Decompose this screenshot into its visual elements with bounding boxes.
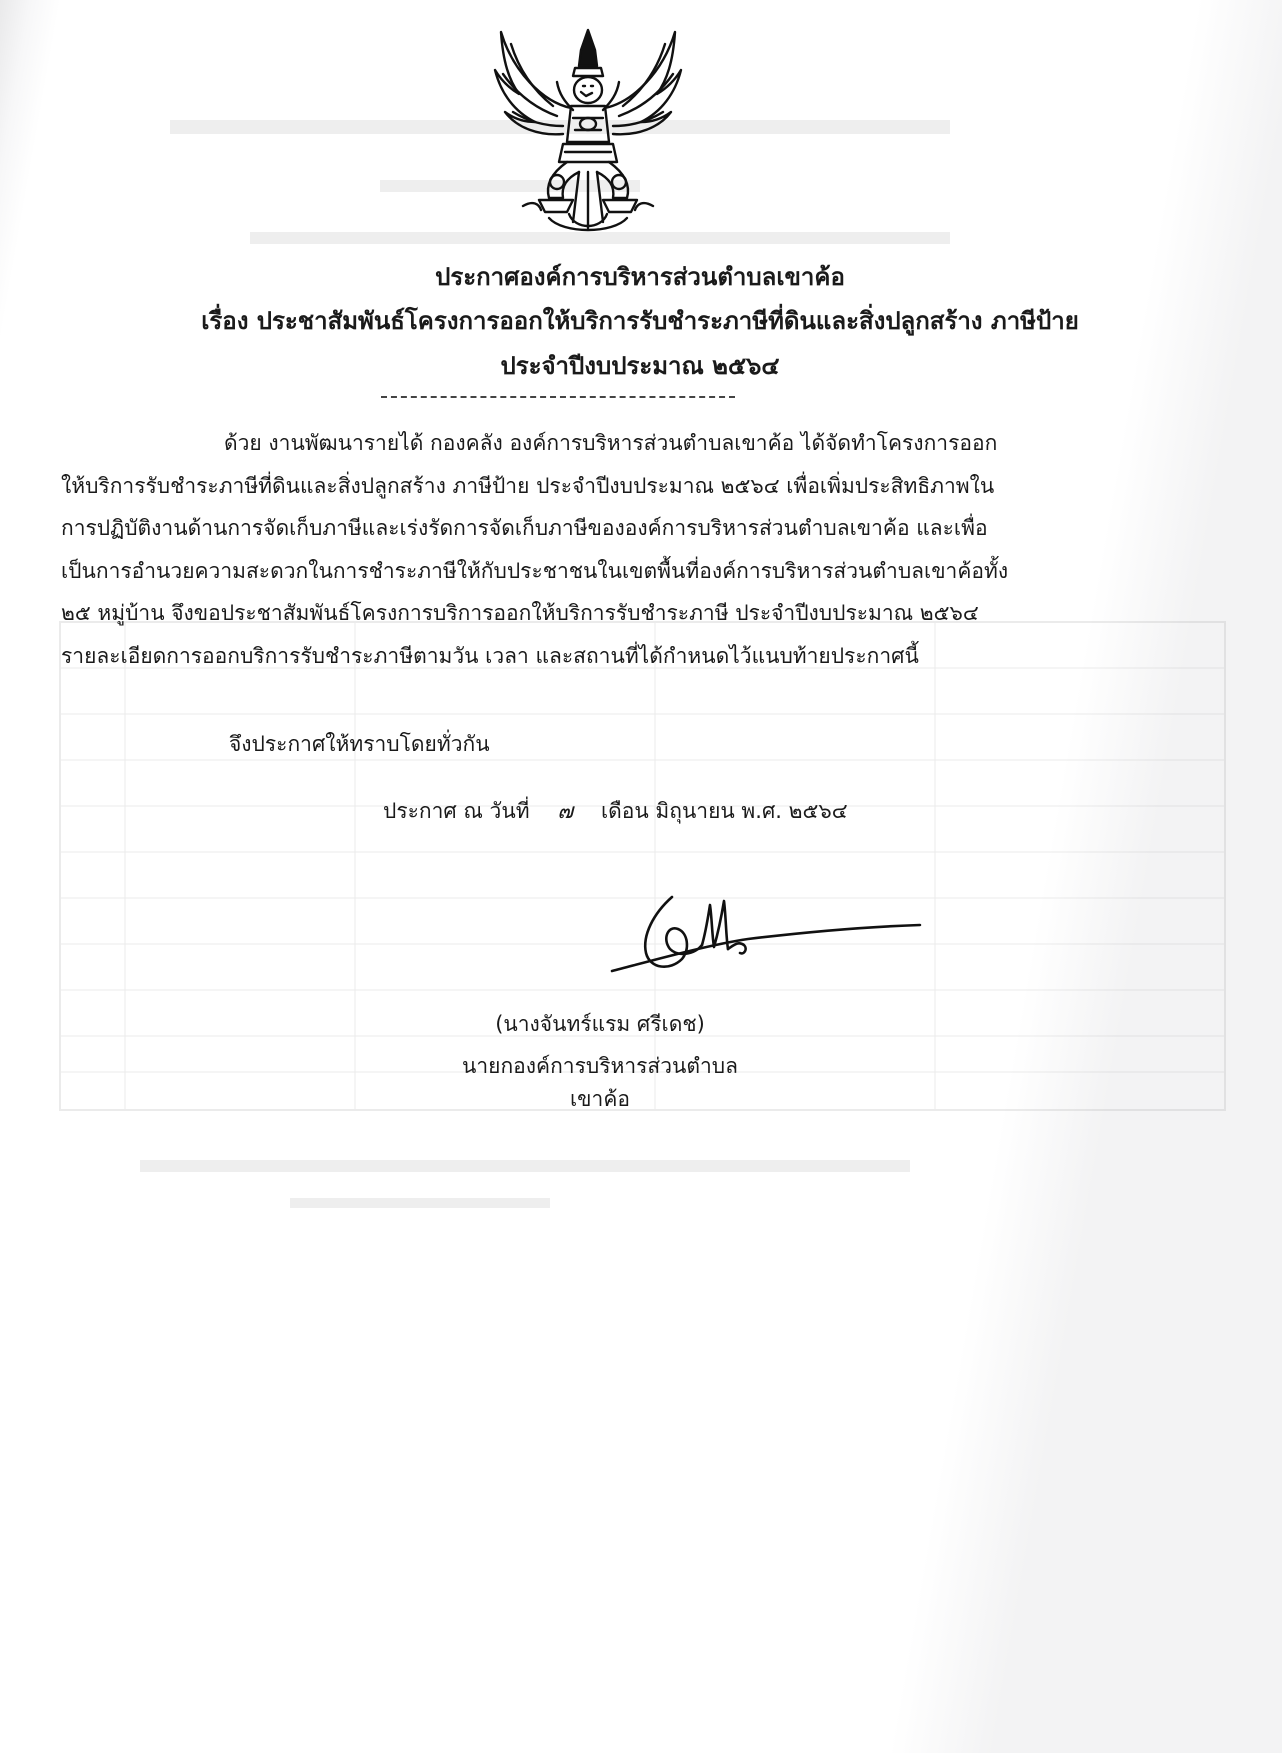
body-line: เป็นการอำนวยความสะดวกในการชำระภาษีให้กับประชาชนในเขตพื้นที่องค์การบริหารส่วนตำบลเขาค้อทั้ง	[61, 558, 1009, 583]
body-line: ให้บริการรับชำระภาษีที่ดินและสิ่งปลูกสร้าง ภาษีป้าย ประจำปีงบประมาณ ๒๕๖๔ เพื่อเพิ่มประสิทธิภาพใน	[61, 473, 995, 498]
body-line: ด้วย งานพัฒนารายได้ กองคลัง องค์การบริหารส่วนตำบลเขาค้อ ได้จัดทำโครงการออก	[224, 431, 998, 455]
date-line	[383, 795, 848, 828]
announcement-statement: จึงประกาศให้ทราบโดยทั่วกัน	[229, 732, 490, 756]
title-divider	[381, 396, 735, 398]
date-day: ๗	[557, 799, 574, 823]
garuda-emblem-icon	[483, 22, 693, 240]
announcement-subject: เรื่อง ประชาสัมพันธ์โครงการออกให้บริการรับชำระภาษีที่ดินและสิ่งปลูกสร้าง ภาษีป้าย	[201, 307, 1079, 335]
date-month-year: เดือน มิถุนายน พ.ศ. ๒๕๖๔	[600, 799, 848, 823]
announcement-issuer: ประกาศองค์การบริหารส่วนตำบลเขาค้อ	[435, 263, 845, 291]
body-paragraph	[61, 422, 1133, 678]
date-prefix: ประกาศ ณ วันที่	[383, 799, 530, 823]
body-line: ๒๕ หมู่บ้าน จึงขอประชาสัมพันธ์โครงการบริการออกให้บริการรับชำระภาษี ประจำปีงบประมาณ ๒๕๖๔	[61, 601, 979, 626]
signatory-title: นายกองค์การบริหารส่วนตำบลเขาค้อ	[462, 1054, 738, 1111]
signatory-name: (นางจันทร์แรม ศรีเดช)	[495, 1012, 705, 1036]
body-line: รายละเอียดการออกบริการรับชำระภาษีตามวัน เวลา และสถานที่ได้กำหนดไว้แนบท้ายประกาศนี้	[61, 643, 919, 668]
body-line: การปฏิบัติงานด้านการจัดเก็บภาษีและเร่งรัดการจัดเก็บภาษีขององค์การบริหารส่วนตำบลเขาค้อ และเพื่อ	[61, 516, 988, 541]
fiscal-year-heading: ประจำปีงบประมาณ ๒๕๖๔	[500, 352, 780, 380]
handwritten-signature	[598, 883, 928, 993]
